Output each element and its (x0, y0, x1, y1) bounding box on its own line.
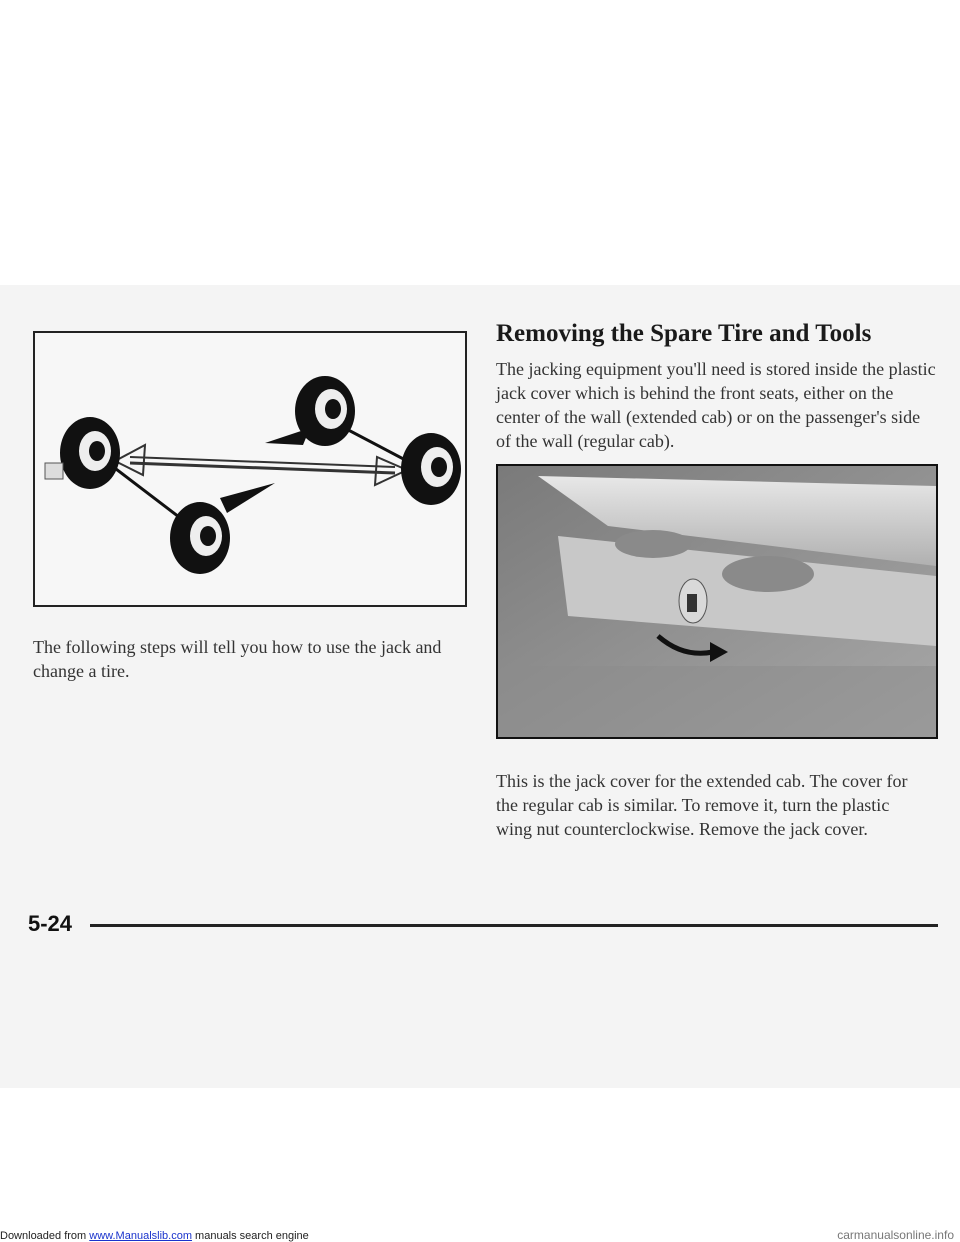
intro-text: The jacking equipment you'll need is stored inside the plastic jack cover which is behind the front seats, either on the center of the wall (extended cab) or on the passenger's side of the wall (regular cab). (496, 359, 936, 451)
manual-page (0, 285, 960, 1088)
tire-rotation-diagram (33, 331, 467, 607)
download-footer (0, 1230, 309, 1242)
downloaded-prefix: Downloaded from (0, 1230, 87, 1242)
manualslib-link[interactable]: www.Manualslib.com (89, 1230, 192, 1242)
jack-cover-photo (496, 464, 938, 739)
footer-rule (90, 924, 938, 927)
left-caption: The following steps will tell you how to use the jack and change a tire. (33, 637, 442, 681)
footer-suffix: manuals search engine (195, 1230, 309, 1242)
jack-cover-icon (498, 466, 936, 737)
right-caption: This is the jack cover for the extended cab. The cover for the regular cab is similar. To remove it, turn the plastic wing nut counterclockwise. Remove the jack cover. (496, 771, 908, 839)
page-number: 5-24 (28, 911, 73, 936)
section-title: Removing the Spare Tire and Tools (496, 320, 872, 347)
tire-rotation-icon (35, 333, 465, 605)
watermark: carmanualsonline.info (837, 1228, 954, 1242)
